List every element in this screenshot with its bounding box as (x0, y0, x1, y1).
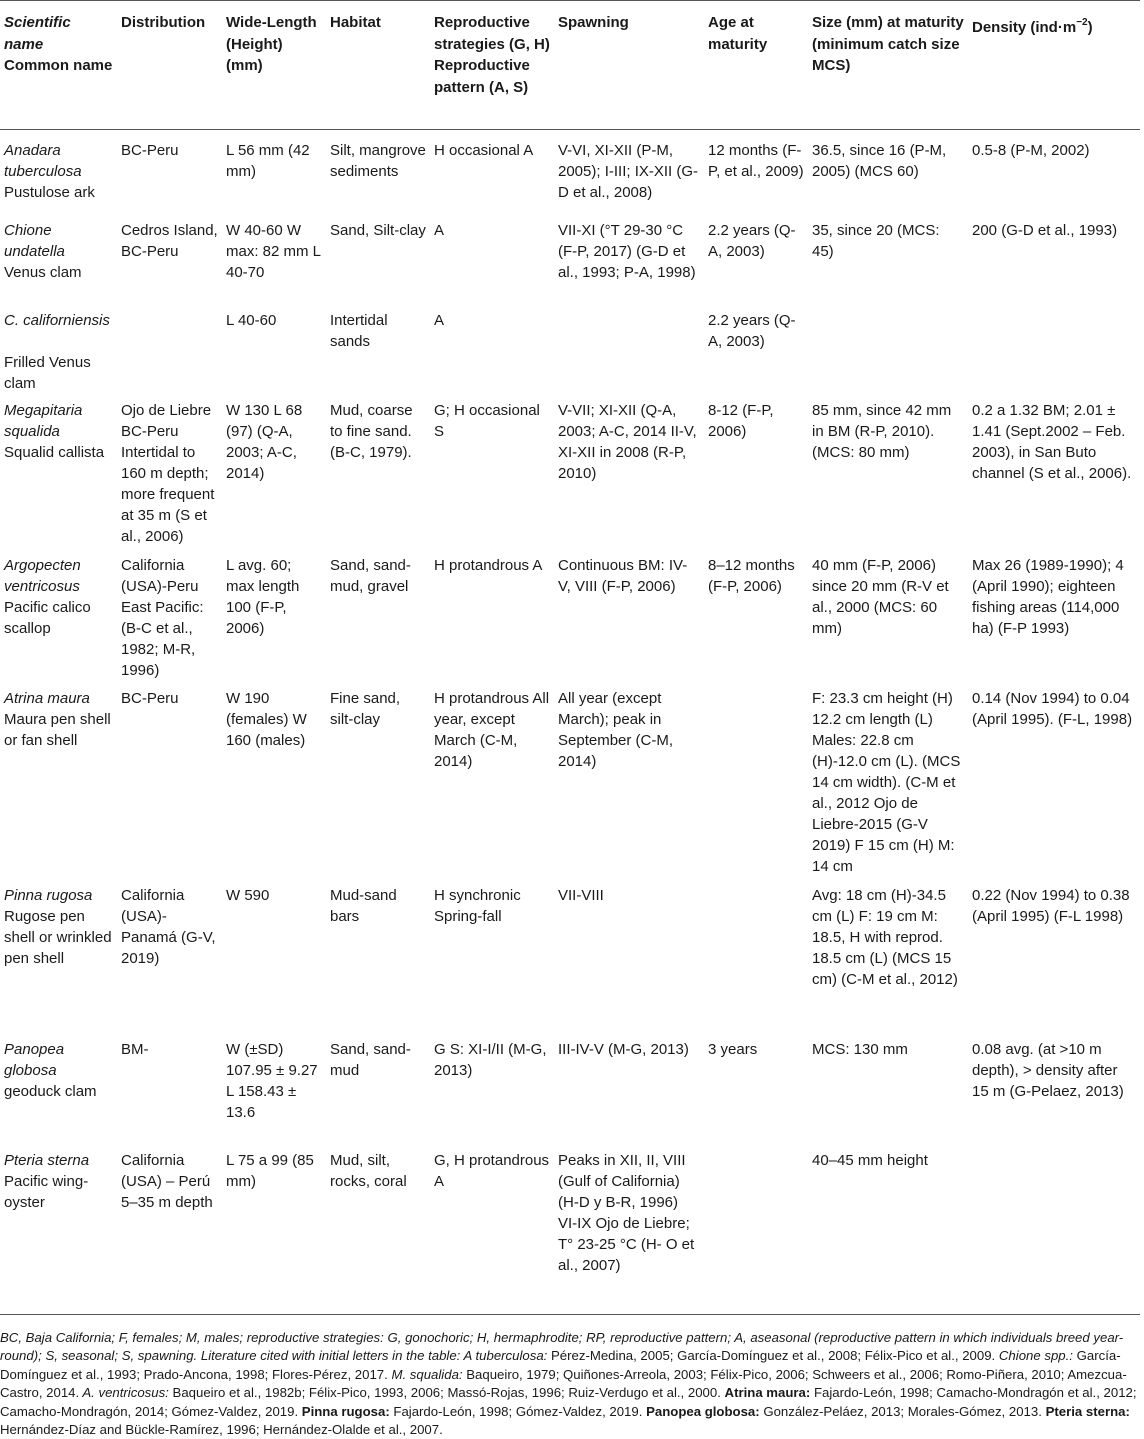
cell-width: L 40-60 (226, 311, 277, 329)
cell-size: 85 mm, since 42 mm in BM (R-P, 2010). (MCS: 80 mm) (812, 401, 952, 461)
cell-spawning: VII-VIII (558, 886, 604, 904)
cell-habitat: Sand, sand-mud, gravel (330, 556, 411, 595)
cell-species: Chione undatella Venus clam (4, 221, 82, 281)
table-row (0, 130, 1140, 220)
header-age: Age at maturity (704, 1, 808, 130)
cell-repro: G; H occasional S (434, 401, 540, 440)
cell-habitat: Mud, coarse to fine sand. (B-C, 1979). (330, 401, 413, 461)
cell-age: 8-12 (F-P, 2006) (708, 401, 774, 440)
cell-width: W 590 (226, 886, 270, 904)
cell-density: 0.08 avg. (at >10 m depth), > density after 15 m (G-Pelaez, 2013) (972, 1040, 1124, 1100)
table-row (0, 400, 1140, 555)
cell-size: 40–45 mm height (808, 1150, 968, 1315)
cell-habitat: Silt, mangrove sediments (330, 142, 426, 180)
header-density: Density $(ind\cdot m^{-2})$ (968, 1, 1140, 130)
cell-age: 12 months (F-P, et al., 2009) (708, 142, 804, 180)
cell-distribution: Cedros Island, BC-Peru (121, 221, 218, 260)
cell-species: Argopecten ventricosus Pacific calico scallop (4, 556, 91, 637)
cell-repro: G S: XI-I/II (M-G, 2013) (434, 1040, 547, 1079)
cell-repro: G, H protandrous A (430, 1150, 554, 1315)
cell-size: F: 23.3 cm height (H) 12.2 cm length (L) Males: 22.8 cm (H)-12.0 cm (L). (MCS 14 cm width). (C-M et al., 2012 Ojo de Liebre-2015 (G-V 2019) F 15 cm (H) M: 14 cm (812, 689, 961, 875)
cell-spawning: Continuous BM: IV- V, VIII (F-P, 2006) (558, 556, 688, 595)
cell-density: 0.2 a 1.32 BM; 2.01 ± 1.41 (Sept.2002 – Feb. 2003), in San Buto channel (S et al., 2006). (972, 401, 1132, 482)
cell-width: L avg. 60; max length 100 (F-P, 2006) (226, 556, 300, 637)
cell-width: W 190 (females) W 160 (males) (226, 689, 307, 749)
cell-width: W 130 L 68 (97) (Q-A, 2003; A-C, 2014) (226, 401, 303, 482)
cell-width: W 40-60 W max: 82 mm L 40-70 (226, 221, 321, 281)
cell-width: W (±SD) 107.95 ± 9.27 L 158.43 ± 13.6 (226, 1040, 318, 1121)
cell-species: Pinna rugosa Rugose pen shell or wrinkled pen shell (4, 886, 112, 967)
cell-age: 2.2 years (Q-A, 2003) (708, 311, 796, 350)
cell-repro: H synchronic Spring-fall (434, 886, 521, 925)
cell-distribution (117, 310, 222, 400)
header-distribution: Distribution (117, 1, 222, 130)
table-row (0, 310, 1140, 400)
cell-age (704, 688, 808, 885)
cell-species: Megapitaria squalida Squalid callista (4, 401, 105, 461)
cell-width: L 56 mm (42 mm) (226, 142, 310, 180)
cell-distribution: California (USA)-Panamá (G-V, 2019) (121, 886, 216, 967)
cell-species: Atrina maura Maura pen shell or fan shell (4, 689, 111, 749)
cell-distribution: California (USA) – Perú 5–35 m depth (117, 1150, 222, 1315)
cell-habitat: Sand, sand-mud (330, 1040, 411, 1079)
cell-distribution: BC-Peru (121, 689, 179, 707)
cell-spawning: III-IV-V (M-G, 2013) (558, 1040, 689, 1058)
cell-spawning: V-VII; XI-XII (Q-A, 2003; A-C, 2014 II-V, XI-XII in 2008 (R-P, 2010) (558, 401, 697, 482)
cell-repro: A (434, 311, 445, 329)
cell-size: 40 mm (F-P, 2006) since 20 mm (R-V et al., 2000 (MCS: 60 mm) (812, 556, 949, 637)
table-row (0, 688, 1140, 885)
cell-age: 8–12 months (F-P, 2006) (708, 556, 795, 595)
cell-size: Avg: 18 cm (H)-34.5 cm (L) F: 19 cm M: 18.5, H with reprod. 18.5 cm (L) (MCS 15 cm) (C-M et al., 2012) (812, 886, 958, 988)
cell-spawning: V-VI, XI-XII (P-M, 2005); I-III; IX-XII (G-D et al., 2008) (558, 142, 699, 201)
cell-distribution: BC-Peru (121, 142, 179, 159)
cell-repro: A (434, 221, 445, 239)
cell-spawning: Peaks in XII, II, VIII (Gulf of California) (H-D y B-R, 1996) VI-IX Ojo de Liebre; T° 23-25 °C (H- O et al., 2007) (554, 1150, 704, 1315)
cell-size (808, 310, 968, 400)
cell-age: 3 years (708, 1040, 758, 1058)
cell-width: L 75 a 99 (85 mm) (222, 1150, 326, 1315)
cell-density: Max 26 (1989-1990); 4 (April 1990); eighteen fishing areas (114,000 ha) (F-P 1993) (972, 556, 1124, 637)
table-row (0, 885, 1140, 1039)
cell-species: Pteria sterna Pacific wing-oyster (0, 1150, 117, 1315)
table-row (0, 555, 1140, 688)
cell-density: 200 (G-D et al., 1993) (972, 221, 1118, 239)
cell-size: MCS: 130 mm (812, 1040, 908, 1058)
cell-age: 2.2 years (Q-A, 2003) (708, 221, 796, 260)
cell-species: C. californiensis Frilled Venus clam (4, 311, 110, 392)
cell-age (704, 1150, 808, 1315)
cell-habitat: Intertidal sands (330, 311, 388, 350)
cell-size: 36.5, since 16 (P-M, 2005) (MCS 60) (812, 142, 947, 180)
cell-spawning: All year (except March); peak in September (C-M, 2014) (558, 689, 674, 770)
cell-size: 35, since 20 (MCS: 45) (812, 221, 940, 260)
table-row (0, 1150, 1140, 1315)
cell-species: Panopea globosa geoduck clam (4, 1040, 97, 1100)
cell-repro: H occasional A (434, 142, 534, 159)
header-spawning: Spawning (554, 1, 704, 130)
cell-density: 0.5-8 (P-M, 2002) (972, 142, 1090, 159)
cell-habitat: Mud-sand bars (330, 886, 397, 925)
cell-density (968, 310, 1140, 400)
cell-habitat: Mud, silt, rocks, coral (326, 1150, 430, 1315)
cell-repro: H protandrous A (434, 556, 543, 574)
cell-habitat: Sand, Silt-clay (330, 221, 426, 239)
cell-density (968, 1150, 1140, 1315)
table-row (0, 220, 1140, 310)
cell-density: 0.22 (Nov 1994) to 0.38 (April 1995) (F-L 1998) (972, 886, 1130, 925)
cell-repro: H protandrous All year, except March (C-M, 2014) (434, 689, 550, 770)
cell-species: Anadara tuberculosa Pustulose ark (4, 142, 95, 201)
header-size: Size (mm) at maturity (minimum catch size MCS) (808, 1, 968, 130)
cell-density: 0.14 (Nov 1994) to 0.04 (April 1995). (F-L, 1998) (972, 689, 1133, 728)
header-habitat: Habitat (326, 1, 430, 130)
cell-spawning (554, 310, 704, 400)
cell-habitat: Fine sand, silt-clay (330, 689, 401, 728)
cell-distribution: California (USA)-Peru East Pacific: (B-C et al., 1982; M-R, 1996) (121, 556, 204, 679)
table-row (0, 1039, 1140, 1150)
table-footnote: BC, Baja California; F, females; M, males; reproductive strategies: G, gonochoric; H, hermaphrodite; RP, reproductive pattern; A, aseasonal (reproductive pattern in which individuals breed year-round); S, seasonal; S, spawning. Literature cited with initial letters in the table: A tuberculosa: Pérez-Medina, 2005; García-Domínguez et al., 2008; Félix-Pico et al., 2009. Chione spp.: García-Domínguez et al., 1993; Prado-Ancona, 1998; Flores-Pérez, 2017. M. squalida: Baqueiro, 1979; Quiñones-Arreola, 2003; Félix-Pico, 2006; Schweers et al., 2006; Romo-Piñera, 2010; Amezcua-Castro, 2014. A. ventricosus: Baqueiro et al., 1982b; Félix-Pico, 1993, 2006; Massó-Rojas, 1996; Ruiz-Verdugo et al., 2000. Atrina maura: Fajardo-León, 1998; Camacho-Mondragón et al., 2012; Camacho-Mondragón, 2014; Gómez-Valdez, 2019. Pinna rugosa: Fajardo-León, 1998; Gómez-Valdez, 2019. Panopea globosa: González-Peláez, 2013; Morales-Gómez, 2013. Pteria sterna: Hernández-Díaz and Bückle-Ramírez, 1996; Hernández-Olalde et al., 2007. (0, 1330, 1137, 1438)
header-reproductive: Reproductive strategies (G, H) Reproductive pattern (A, S) (430, 1, 554, 130)
header-width-length: Wide-Length (Height) (mm) (222, 1, 326, 130)
cell-age (704, 885, 808, 1039)
cell-distribution: BM- (121, 1040, 149, 1058)
cell-distribution: Ojo de Liebre BC-Peru Intertidal to 160 m depth; more frequent at 35 m (S et al., 2006) (121, 401, 215, 545)
header-scientific-name: Scientific name Common name (0, 1, 117, 130)
cell-spawning: VII-XI (°T 29-30 °C (F-P, 2017) (G-D et al., 1993; P-A, 1998) (558, 221, 696, 281)
header-row (0, 1, 1140, 130)
